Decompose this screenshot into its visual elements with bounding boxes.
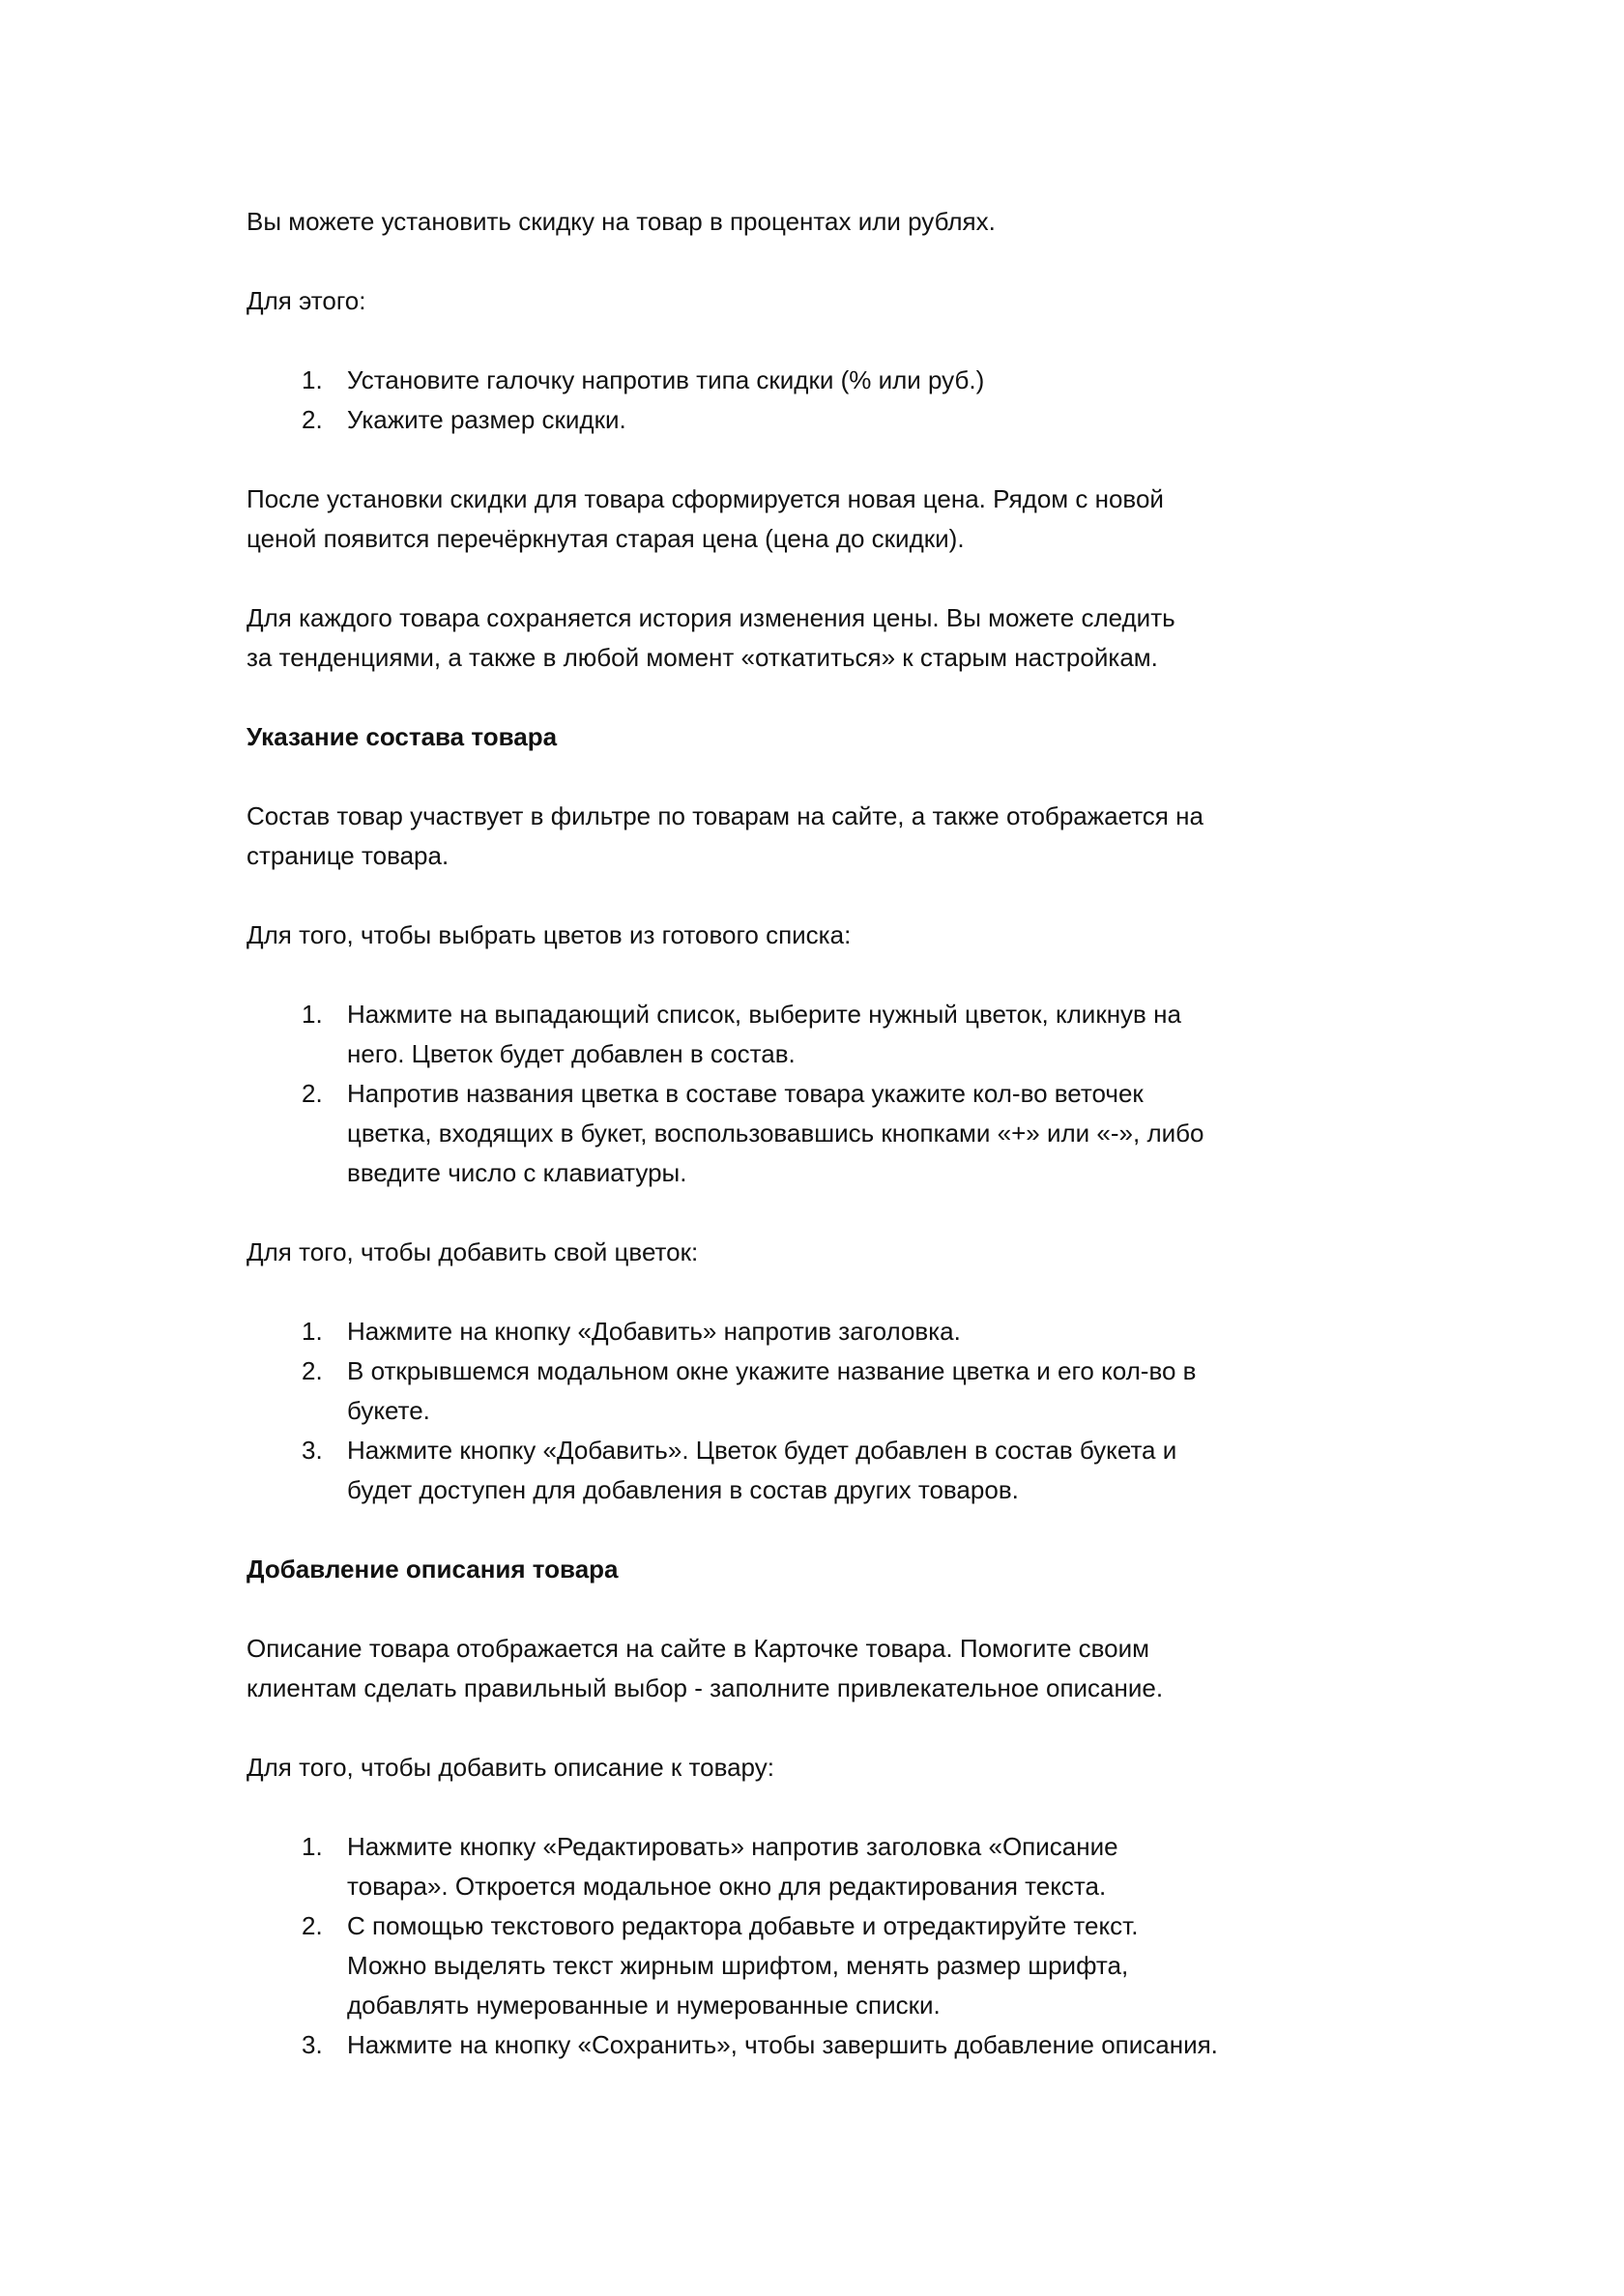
text-line: Укажите размер скидки. <box>347 405 626 434</box>
list-number: 2. <box>302 1911 323 1940</box>
list-item <box>246 400 1406 440</box>
document-page <box>246 202 1406 2105</box>
numbered-list <box>246 995 1406 1193</box>
text-line: С помощью текстового редактора добавьте и отредактируйте текст. <box>347 1911 1139 1940</box>
text-line: Нажмите на выпадающий список, выберите нужный цветок, кликнув на <box>347 1000 1181 1029</box>
text-line: После установки скидки для товара сформируется новая цена. Рядом с новой <box>246 484 1164 513</box>
list-item <box>246 1431 1406 1510</box>
list-number: 1. <box>302 365 323 394</box>
section-heading: Указание состава товара <box>246 722 558 751</box>
text-line: Вы можете установить скидку на товар в процентах или рублях. <box>246 207 996 236</box>
numbered-list <box>246 361 1406 440</box>
text-line: Для каждого товара сохраняется история изменения цены. Вы можете следить <box>246 603 1175 632</box>
paragraph <box>246 915 1406 955</box>
text-line: Установите галочку напротив типа скидки (% или руб.) <box>347 365 985 394</box>
text-line: Напротив названия цветка в составе товара укажите кол-во веточек <box>347 1079 1144 1108</box>
text-line: него. Цветок будет добавлен в состав. <box>347 1039 796 1068</box>
text-line: Нажмите на кнопку «Сохранить», чтобы завершить добавление описания. <box>347 2030 1218 2059</box>
list-item <box>246 1351 1406 1431</box>
paragraph <box>246 797 1406 876</box>
paragraph <box>246 202 1406 242</box>
text-line: В открывшемся модальном окне укажите название цветка и его кол-во в <box>347 1356 1197 1385</box>
list-item <box>246 1906 1406 2025</box>
text-line: будет доступен для добавления в состав других товаров. <box>347 1475 1019 1504</box>
list-number: 3. <box>302 2030 323 2059</box>
list-number: 2. <box>302 1079 323 1108</box>
list-item <box>246 2025 1406 2065</box>
text-line: клиентам сделать правильный выбор - заполните привлекательное описание. <box>246 1673 1164 1702</box>
text-line: введите число с клавиатуры. <box>347 1158 687 1187</box>
list-item <box>246 995 1406 1074</box>
paragraph <box>246 1748 1406 1787</box>
text-line: Описание товара отображается на сайте в Карточке товара. Помогите своим <box>246 1634 1150 1663</box>
text-line: Нажмите кнопку «Добавить». Цветок будет добавлен в состав букета и <box>347 1436 1177 1465</box>
text-line: добавлять нумерованные и нумерованные списки. <box>347 1991 941 2020</box>
text-line: Нажмите на кнопку «Добавить» напротив заголовка. <box>347 1317 961 1346</box>
paragraph <box>246 1629 1406 1708</box>
list-item <box>246 1074 1406 1193</box>
list-number: 3. <box>302 1436 323 1465</box>
text-line: Для этого: <box>246 286 366 315</box>
text-line: букете. <box>347 1396 430 1425</box>
list-number: 2. <box>302 405 323 434</box>
paragraph <box>246 281 1406 321</box>
list-number: 1. <box>302 1000 323 1029</box>
numbered-list <box>246 1312 1406 1510</box>
text-line: Для того, чтобы добавить свой цветок: <box>246 1237 699 1266</box>
list-item <box>246 1312 1406 1351</box>
list-item <box>246 361 1406 400</box>
text-line: ценой появится перечёркнутая старая цена (цена до скидки). <box>246 524 965 553</box>
text-line: Для того, чтобы выбрать цветов из готового списка: <box>246 920 852 949</box>
paragraph <box>246 480 1406 559</box>
list-item <box>246 1827 1406 1906</box>
section-heading: Добавление описания товара <box>246 1555 619 1584</box>
text-line: Нажмите кнопку «Редактировать» напротив заголовка «Описание <box>347 1832 1118 1861</box>
list-number: 2. <box>302 1356 323 1385</box>
text-line: Можно выделять текст жирным шрифтом, менять размер шрифта, <box>347 1951 1129 1980</box>
list-number: 1. <box>302 1832 323 1861</box>
text-line: товара». Откроется модальное окно для редактирования текста. <box>347 1872 1107 1901</box>
text-line: за тенденциями, а также в любой момент «откатиться» к старым настройкам. <box>246 643 1158 672</box>
text-line: Для того, чтобы добавить описание к товару: <box>246 1753 774 1782</box>
paragraph <box>246 1233 1406 1272</box>
paragraph <box>246 598 1406 678</box>
text-line: цветка, входящих в букет, воспользовавшись кнопками «+» или «-», либо <box>347 1119 1204 1148</box>
text-line: Состав товар участвует в фильтре по товарам на сайте, а также отображается на <box>246 801 1204 830</box>
numbered-list <box>246 1827 1406 2065</box>
text-line: странице товара. <box>246 841 450 870</box>
list-number: 1. <box>302 1317 323 1346</box>
